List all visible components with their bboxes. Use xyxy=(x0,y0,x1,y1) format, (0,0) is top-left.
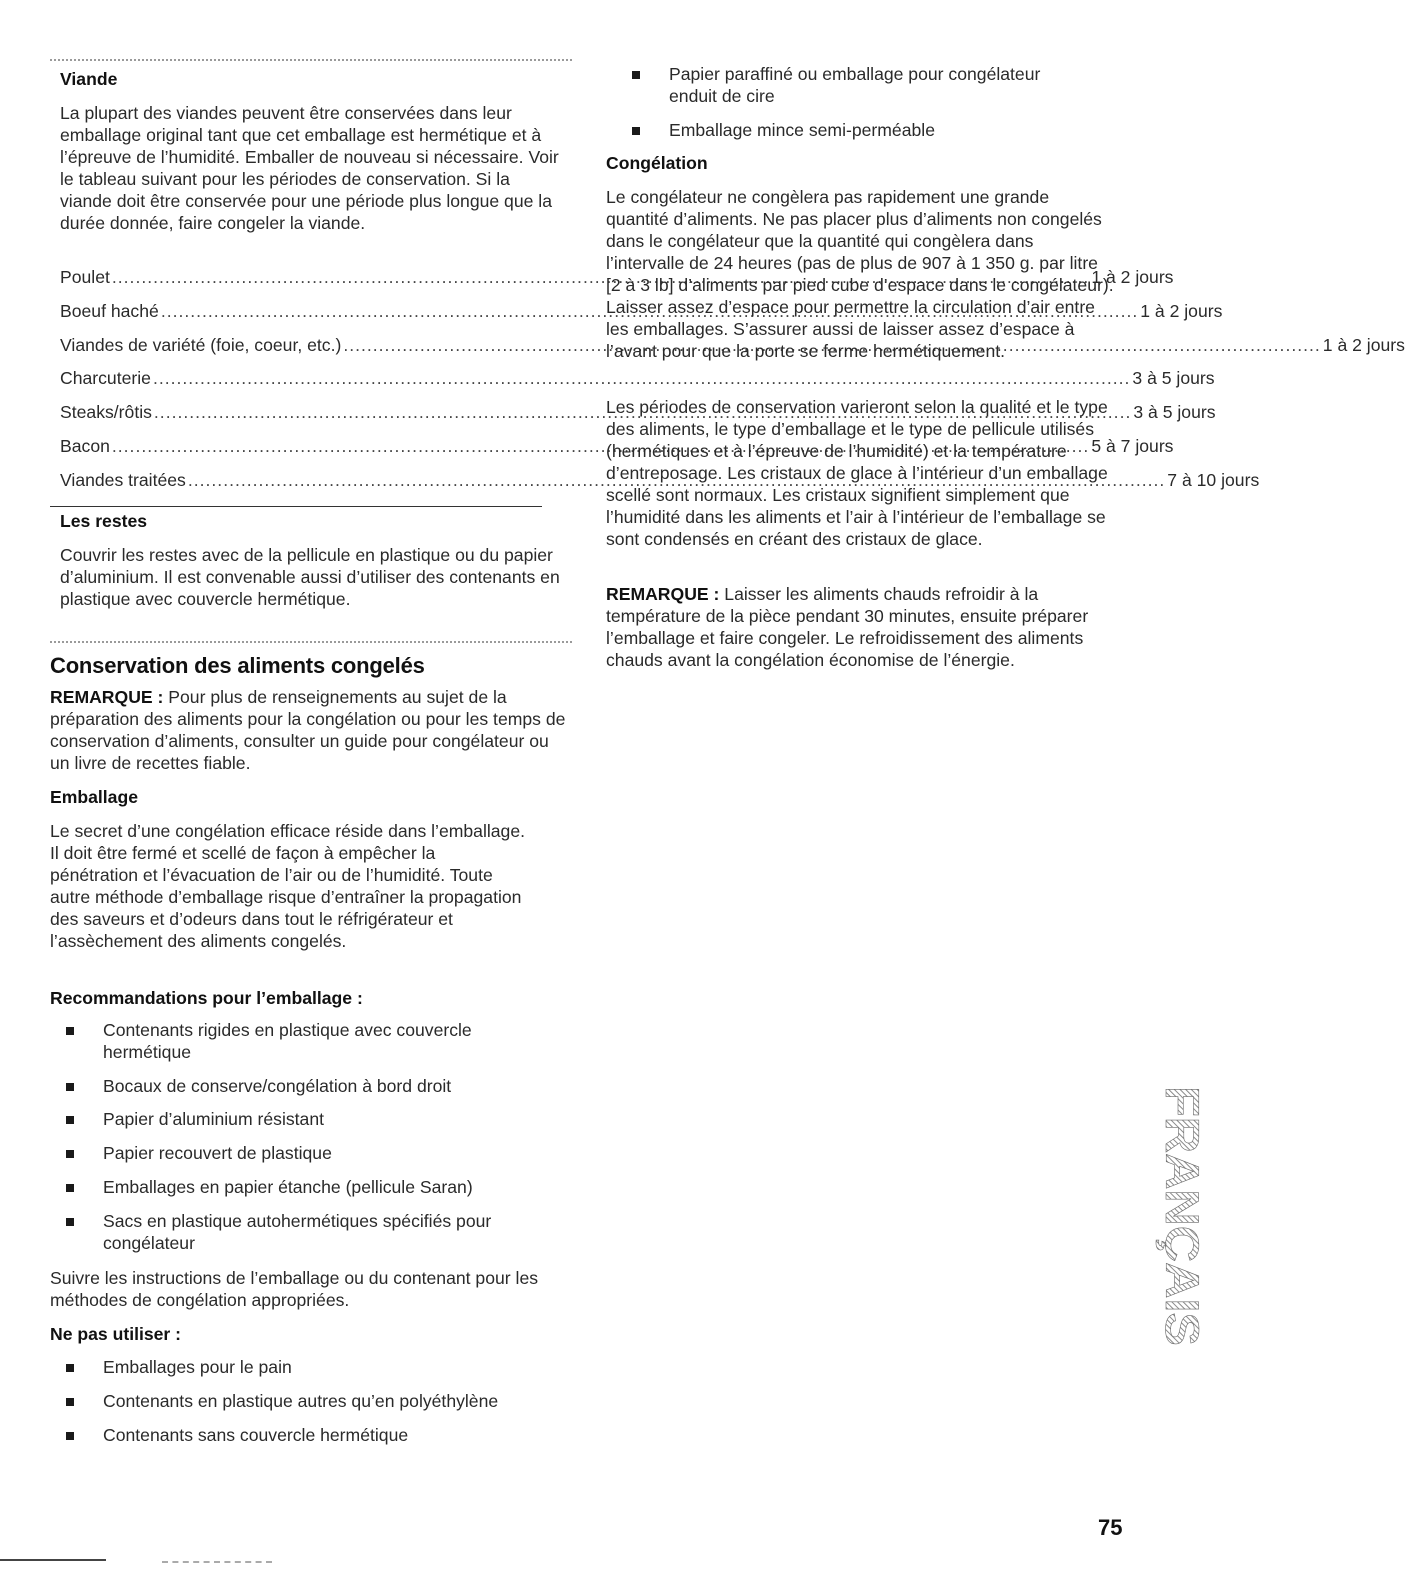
bullet-square-icon xyxy=(66,1116,74,1124)
table-cell-period: 3 à 5 jours xyxy=(1133,402,1216,423)
section-divider xyxy=(50,59,572,61)
bullet-square-icon xyxy=(66,1083,74,1091)
table-row xyxy=(60,334,1405,356)
table-row xyxy=(60,300,1223,322)
side-tab-label: FRANÇAIS xyxy=(1156,1086,1209,1329)
bullet-square-icon xyxy=(66,1218,74,1226)
restes-paragraph: Couvrir les restes avec de la pellicule en plastique ou du papier d’aluminium. Il est convenable aussi d’utiliser des contenants en plastique avec couvercle hermétique. xyxy=(60,545,560,609)
table-cell-item: Viandes traitées xyxy=(60,469,186,490)
bullet-square-icon xyxy=(66,1432,74,1440)
note-label: REMARQUE : xyxy=(50,687,164,707)
list-item: Papier recouvert de plastique xyxy=(66,1142,536,1164)
table-row xyxy=(60,367,1215,389)
table-row xyxy=(60,469,1260,491)
table-cell-period: 3 à 5 jours xyxy=(1132,368,1215,389)
table-cell-item: Viandes de variété (foie, coeur, etc.) xyxy=(60,334,342,355)
bullet-square-icon xyxy=(66,1150,74,1158)
list-item: Contenants sans couvercle hermétique xyxy=(66,1424,556,1446)
list-item: Emballages en papier étanche (pellicule Saran) xyxy=(66,1176,536,1198)
bullet-square-icon xyxy=(66,1184,74,1192)
table-bottom-rule xyxy=(50,506,542,507)
footer-marks xyxy=(162,1561,272,1563)
heading-les-restes: Les restes xyxy=(60,511,148,531)
table-row xyxy=(60,435,1174,457)
list-item: Emballage mince semi-perméable xyxy=(632,119,1092,141)
table-cell-period: 1 à 2 jours xyxy=(1091,267,1174,287)
section-divider xyxy=(50,641,572,643)
page-number: 75 xyxy=(1098,1515,1123,1540)
heading-viande: Viande xyxy=(60,69,118,89)
footer-rule xyxy=(0,1559,106,1561)
list-item: Emballages pour le pain xyxy=(66,1356,556,1378)
table-row xyxy=(60,266,1174,288)
table-cell-item: Steaks/rôtis xyxy=(60,402,152,423)
bullet-square-icon xyxy=(632,71,640,79)
list-item: Papier paraffiné ou emballage pour congélateur enduit de cire xyxy=(632,63,1092,107)
table-cell-item: Bacon xyxy=(60,436,110,456)
conservation-note xyxy=(50,686,570,774)
list-item: Sacs en plastique autohermétiques spécifiés pour congélateur xyxy=(66,1210,536,1254)
note-text: Laisser les aliments chauds refroidir à la température de la pièce pendant 30 minutes, ensuite préparer l’emballage et faire congeler. Le refroidissement des aliments chauds avant la congélation économise de l’énergie. xyxy=(606,584,1089,670)
note-text: Pour plus de renseignements au sujet de la préparation des aliments pour la congélation ou pour les temps de conservation d’aliments, consulter un guide pour congélateur ou un livre de recettes fiable. xyxy=(50,687,566,773)
congelation-paragraph-1: Le congélateur ne congèlera pas rapidement une grande quantité d’aliments. Ne pas placer plus d’aliments non congelés dans le congélateur que la quantité qui congèlera dans l’intervalle de 24 heures (pas de plus de 907 à 1 350 g. par litre [2 à 3 lb] d’aliments par pied cube d’espace dans le congélateur). Laisser assez d’espace pour permettre la circulation d’air entre les emballages. S’assurer aussi de laisser assez d’espace à l’avant pour que la porte se ferme hermétiquement. xyxy=(606,187,1114,361)
congelation-paragraph-2: Les périodes de conservation varieront selon la qualité et le type des aliments, le type d’emballage et le type de pellicule utilisés (hermétiques et à l’épreuve de l’humidité) et la température d’entreposage. Les cristaux de glace à l’intérieur d’un emballage scellé sont normaux. Les cristaux signifient simplement que l’humidité dans les aliments et l’air à l’intérieur de l’emballage se sont condensés en créant des cristaux de glace. xyxy=(606,397,1108,549)
table-cell-period: 1 à 2 jours xyxy=(1322,334,1405,355)
congelation-note xyxy=(606,583,1116,671)
dot-leader xyxy=(153,367,1130,389)
table-cell-item: Poulet xyxy=(60,267,110,287)
heading-conservation: Conservation des aliments congelés xyxy=(50,653,425,678)
recommandations-after: Suivre les instructions de l’emballage ou du contenant pour les méthodes de congélation appropriées. xyxy=(50,1268,539,1310)
bullet-square-icon xyxy=(66,1398,74,1406)
table-cell-item: Boeuf haché xyxy=(60,300,159,321)
emballage-paragraph: Le secret d’une congélation efficace réside dans l’emballage. Il doit être fermé et scellé de façon à empêcher la pénétration et l’évacuation de l’air ou de l’humidité. Toute autre méthode d’emballage risque d’entraîner la propagation des saveurs et d’odeurs dans tout le réfrigérateur et l’assèchement des aliments congelés. xyxy=(50,821,526,951)
list-item: Papier d’aluminium résistant xyxy=(66,1108,536,1130)
list-item: Bocaux de conserve/congélation à bord droit xyxy=(66,1075,536,1097)
heading-emballage: Emballage xyxy=(50,787,139,807)
bullet-square-icon xyxy=(632,127,640,135)
table-cell-period: 5 à 7 jours xyxy=(1091,436,1174,456)
heading-ne-pas-utiliser: Ne pas utiliser : xyxy=(50,1324,182,1344)
table-cell-period: 7 à 10 jours xyxy=(1167,469,1260,490)
list-item: Contenants en plastique autres qu’en polyéthylène xyxy=(66,1390,556,1412)
heading-recommandations: Recommandations pour l’emballage : xyxy=(50,988,363,1008)
table-cell-item: Charcuterie xyxy=(60,368,151,389)
list-item: Contenants rigides en plastique avec couvercle hermétique xyxy=(66,1019,536,1063)
heading-congelation: Congélation xyxy=(606,153,708,173)
language-side-tab xyxy=(1150,1082,1209,1350)
table-row xyxy=(60,401,1216,423)
bullet-square-icon xyxy=(66,1364,74,1372)
viande-paragraph: La plupart des viandes peuvent être conservées dans leur emballage original tant que cet emballage est hermétique et à l’épreuve de l’humidité. Emballer de nouveau si nécessaire. Voir le tableau suivant pour les périodes de conservation. Si la viande doit être conservée pour une période plus longue que la durée donnée, faire congeler la viande. xyxy=(60,103,559,233)
bullet-square-icon xyxy=(66,1027,74,1035)
table-cell-period: 1 à 2 jours xyxy=(1140,300,1223,321)
note-label: REMARQUE : xyxy=(606,584,720,604)
